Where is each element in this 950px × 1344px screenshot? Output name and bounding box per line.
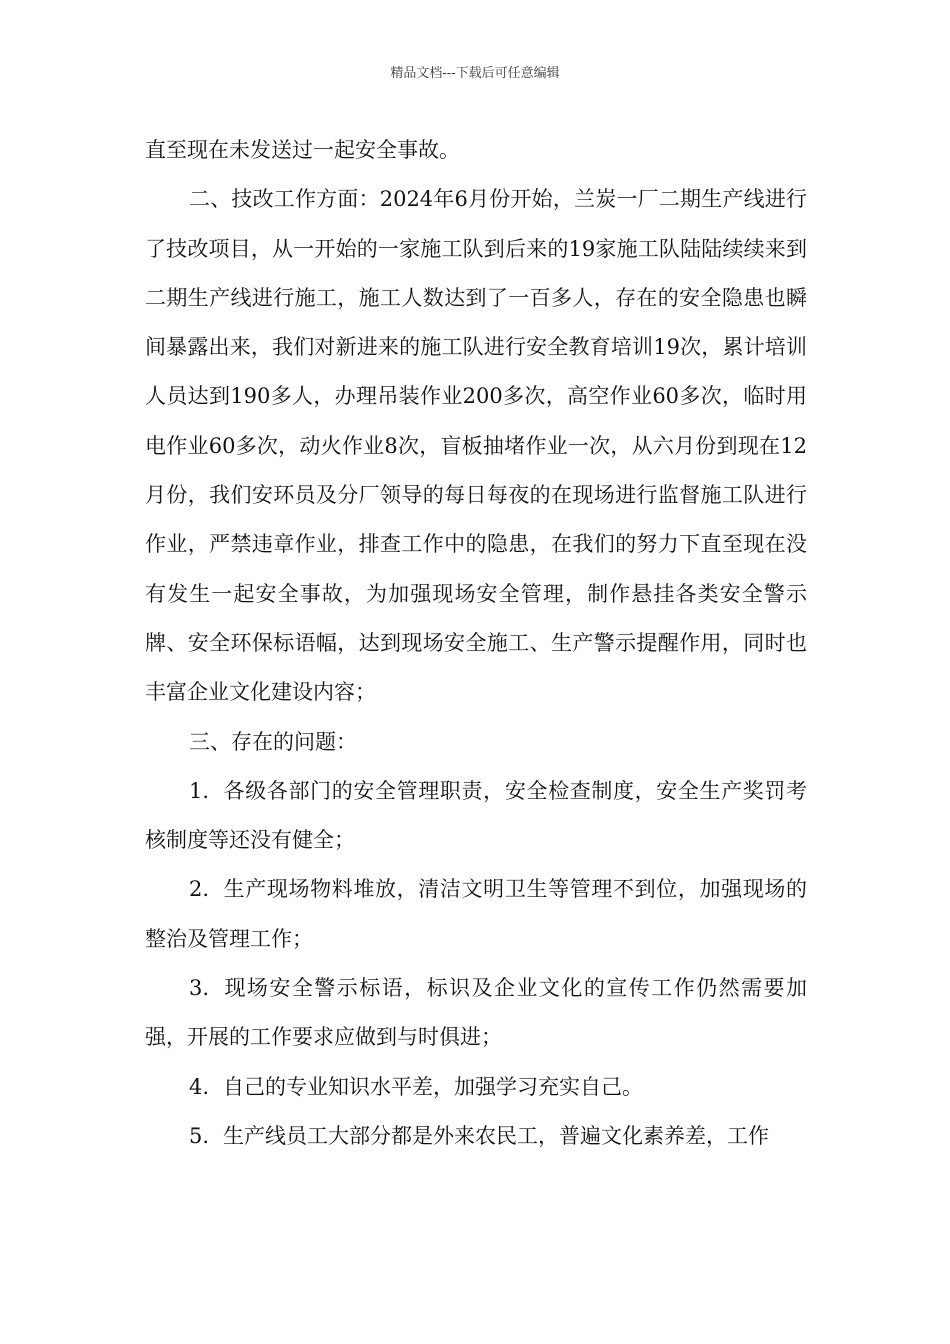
list-item-text: 生产线员工大部分都是外来农民工，普遍文化素养差，工作 <box>223 1123 769 1148</box>
paragraph-tech-renovation: 二、技改工作方面：2024年6月份开始，兰炭一厂二期生产线进行了技改项目，从一开始的一家施工队到后来的19家施工队陆陆续续来到二期生产线进行施工，施工人数达到了一百多人，存在的安全隐患也瞬间暴露出来，我们对新进来的施工队进行安全教育培训19次，累计培训人员达到190多人，办理吊装作业200多次，高空作业60多次，临时用电作业60多次，动火作业8次，盲板抽堵作业一次，从六月份到现在12月份，我们安环员及分厂领导的每日每夜的在现场进行监督施工队进行作业，严禁违章作业，排查工作中的隐患，在我们的努力下直至现在没有发生一起安全事故，为加强现场安全管理，制作悬挂各类安全警示牌、安全环保标语幅，达到现场安全施工、生产警示提醒作用，同时也丰富企业文化建设内容； <box>145 187 807 705</box>
page-header: 精品文档---下载后可任意编辑 <box>390 66 560 81</box>
list-item-number: 2. <box>189 877 210 902</box>
list-item-text: 自己的专业知识水平差，加强学习充实自己。 <box>223 1074 643 1099</box>
list-item <box>145 1112 807 1161</box>
list-item-text: 各级各部门的安全管理职责，安全检查制度，安全生产奖罚考核制度等还没有健全； <box>145 778 807 853</box>
document-body <box>145 126 807 1161</box>
list-item <box>145 767 807 866</box>
list-item-number: 4. <box>189 1074 210 1099</box>
list-item-text: 现场安全警示标语，标识及企业文化的宣传工作仍然需要加强，开展的工作要求应做到与时俱进； <box>145 976 807 1050</box>
paragraph-continuation: 直至现在未发送过一起安全事故。 <box>145 138 460 162</box>
list-item-number: 3. <box>189 976 210 1001</box>
list-item-number: 1. <box>189 778 210 803</box>
list-item <box>145 964 807 1063</box>
list-item <box>145 865 807 964</box>
list-item-number: 5. <box>189 1123 210 1148</box>
list-item-text: 生产现场物料堆放，清洁文明卫生等管理不到位，加强现场的整治及管理工作； <box>145 877 807 951</box>
list-item <box>145 1063 807 1112</box>
section-heading-problems: 三、存在的问题： <box>189 729 357 754</box>
